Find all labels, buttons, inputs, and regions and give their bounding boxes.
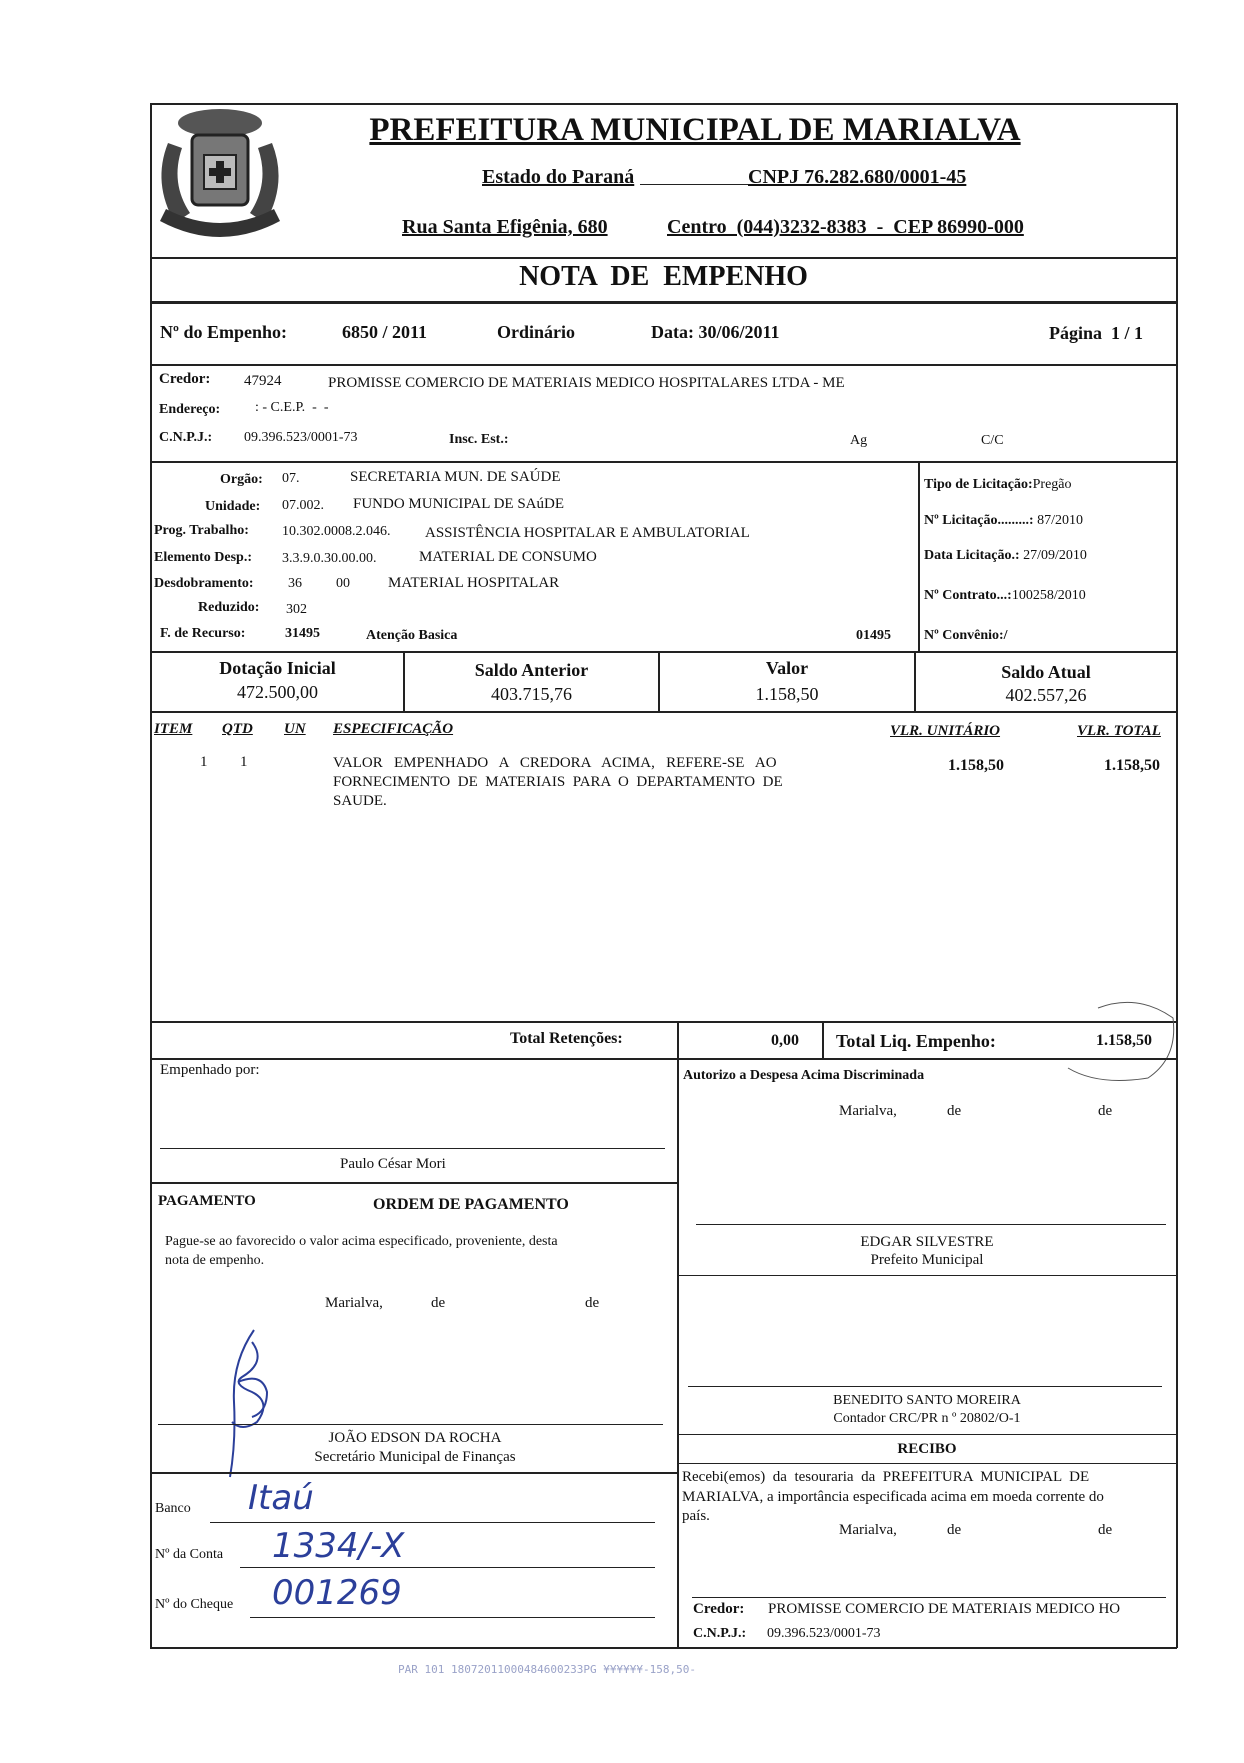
pagamento-de2: de — [585, 1295, 600, 1311]
recibo-cnpj-value: 09.396.523/0001-73 — [767, 1626, 881, 1641]
fonte-name: Atenção Basica — [366, 628, 458, 643]
hand-circle — [1058, 998, 1178, 1093]
prog-code: 10.302.0008.2.046. — [282, 524, 391, 539]
header-address-rest: Centro (044)3232-8383 - CEP 86990-000 — [667, 216, 1024, 238]
endereco-label: Endereço: — [159, 402, 221, 417]
prefeito-role: Prefeito Municipal — [870, 1252, 984, 1268]
elemento-code: 3.3.9.0.30.00.00. — [282, 551, 377, 566]
col-espec: ESPECIFICAÇÃO — [333, 721, 454, 737]
empenho-date: Data: 30/06/2011 — [651, 322, 780, 342]
dotacao-value: 472.500,00 — [237, 682, 318, 702]
fonte-label: F. de Recurso: — [160, 626, 246, 641]
header-state: Estado do Paraná — [482, 166, 635, 188]
reduzido-code: 302 — [286, 602, 307, 617]
prefeito-name: EDGAR SILVESTRE — [860, 1234, 994, 1250]
total-retencoes-value: 0,00 — [771, 1032, 799, 1049]
col-vlr-total: VLR. TOTAL — [1077, 723, 1161, 739]
autorizo-de1: de — [947, 1103, 962, 1119]
item-desc-line2: FORNECIMENTO DE MATERIAIS PARA O DEPARTAMENTO DE — [333, 774, 783, 790]
banco-handwritten: Itaú — [248, 1478, 314, 1518]
empenhado-label: Empenhado por: — [160, 1062, 260, 1078]
unidade-label: Unidade: — [205, 499, 261, 514]
recibo-line1: Recebi(emos) da tesouraria da PREFEITURA MUNICIPAL DE — [682, 1469, 1090, 1485]
pagamento-text1: Pague-se ao favorecido o valor acima especificado, proveniente, desta — [165, 1234, 558, 1249]
header-cnpj: CNPJ 76.282.680/0001-45 — [748, 166, 967, 188]
saldo-anterior-label: Saldo Anterior — [474, 660, 589, 680]
autorizo-label: Autorizo a Despesa Acima Discriminada — [683, 1068, 925, 1083]
desdobramento-sub: 00 — [336, 576, 350, 591]
pagamento-text2: nota de empenho. — [165, 1253, 265, 1268]
elemento-name: MATERIAL DE CONSUMO — [419, 549, 597, 565]
unidade-name: FUNDO MUNICIPAL DE SAúDE — [353, 496, 564, 512]
col-un: UN — [284, 721, 306, 737]
insc-label: Insc. Est.: — [449, 432, 509, 447]
empenhado-name: Paulo César Mori — [340, 1156, 446, 1172]
header-title: PREFEITURA MUNICIPAL DE MARIALVA — [369, 112, 1021, 148]
fonte-code: 31495 — [285, 626, 320, 641]
footer-stamp: PAR 101 18072011000484600233PG ¥¥¥¥¥¥-158,50- — [398, 1663, 697, 1676]
convenio: Nº Convênio:/ — [924, 628, 1008, 643]
contrato: Nº Contrato...:100258/2010 — [924, 588, 1086, 603]
credor-name: PROMISSE COMERCIO DE MATERIAIS MEDICO HOSPITALARES LTDA - ME — [328, 375, 845, 391]
item-desc-line3: SAUDE. — [333, 793, 387, 809]
item-qtd: 1 — [240, 754, 248, 770]
fonte-num: 01495 — [856, 628, 891, 643]
tipo-licitacao-label: Tipo de Licitação:Pregão — [924, 477, 1072, 492]
item-vlr-total: 1.158,50 — [1104, 757, 1160, 774]
pagamento-label: PAGAMENTO — [158, 1193, 256, 1209]
item-number: 1 — [200, 754, 208, 770]
total-liq-label: Total Liq. Empenho: — [836, 1031, 996, 1051]
recibo-city: Marialva, — [839, 1522, 897, 1538]
secretario-name: JOÃO EDSON DA ROCHA — [328, 1430, 502, 1446]
cheque-label: Nº do Cheque — [155, 1597, 234, 1612]
data-licitacao: Data Licitação.: 27/09/2010 — [924, 548, 1087, 563]
page-number: Página 1 / 1 — [1049, 323, 1144, 343]
valor-value: 1.158,50 — [755, 684, 819, 704]
col-qtd: QTD — [222, 721, 253, 737]
desdobramento-name: MATERIAL HOSPITALAR — [388, 575, 560, 591]
item-desc-line1: VALOR EMPENHADO A CREDORA ACIMA, REFERE-SE AO — [333, 755, 777, 771]
empenho-number: 6850 / 2011 — [342, 322, 428, 342]
recibo-de1: de — [947, 1522, 962, 1538]
empenho-type: Ordinário — [497, 322, 576, 342]
recibo-credor-label: Credor: — [693, 1601, 745, 1617]
prog-name: ASSISTÊNCIA HOSPITALAR E AMBULATORIAL — [425, 525, 750, 541]
ordem-pagamento: ORDEM DE PAGAMENTO — [373, 1196, 569, 1213]
pagamento-de1: de — [431, 1295, 446, 1311]
total-retencoes-label: Total Retenções: — [510, 1030, 623, 1047]
dotacao-label: Dotação Inicial — [219, 658, 336, 678]
endereco-value: : - C.E.P. - - — [255, 400, 329, 415]
col-item: ITEM — [154, 721, 193, 737]
saldo-atual-value: 402.557,26 — [1005, 685, 1087, 705]
orgao-name: SECRETARIA MUN. DE SAÚDE — [350, 469, 561, 485]
num-licitacao: Nº Licitação.........: 87/2010 — [924, 513, 1083, 528]
credor-code: 47924 — [244, 373, 282, 389]
recibo-cnpj-label: C.N.P.J.: — [693, 1626, 747, 1641]
saldo-atual-label: Saldo Atual — [1001, 662, 1091, 682]
elemento-label: Elemento Desp.: — [154, 550, 252, 565]
orgao-label: Orgão: — [220, 472, 263, 487]
total-liq-value: 1.158,50 — [1096, 1032, 1152, 1049]
pagamento-city: Marialva, — [325, 1295, 383, 1311]
credor-label: Credor: — [159, 371, 211, 387]
cnpj-label: C.N.P.J.: — [159, 430, 213, 445]
conta-handwritten: 1334/-X — [272, 1526, 405, 1566]
conta-label: Nº da Conta — [155, 1547, 224, 1562]
prog-label: Prog. Trabalho: — [154, 523, 249, 538]
autorizo-city: Marialva, — [839, 1103, 897, 1119]
reduzido-label: Reduzido: — [198, 600, 260, 615]
desdobramento-code: 36 — [288, 576, 302, 591]
cheque-handwritten: 001269 — [272, 1573, 402, 1613]
cc-label: C/C — [981, 433, 1004, 448]
coat-of-arms — [150, 103, 290, 253]
unidade-code: 07.002. — [282, 498, 324, 513]
empenho-label: Nº do Empenho: — [160, 322, 287, 342]
recibo-line2: MARIALVA, a importância especificada acima em moeda corrente do — [682, 1489, 1104, 1505]
col-vlr-unit: VLR. UNITÁRIO — [890, 723, 1001, 739]
saldo-anterior-value: 403.715,76 — [491, 684, 572, 704]
desdobramento-label: Desdobramento: — [154, 576, 254, 591]
cnpj-value: 09.396.523/0001-73 — [244, 430, 358, 445]
document-title: NOTA DE EMPENHO — [519, 261, 808, 292]
autorizo-de2: de — [1098, 1103, 1113, 1119]
item-vlr-unit: 1.158,50 — [948, 757, 1004, 774]
contador-name: BENEDITO SANTO MOREIRA — [833, 1393, 1021, 1408]
secretario-role: Secretário Municipal de Finanças — [314, 1449, 516, 1465]
orgao-code: 07. — [282, 471, 300, 486]
recibo-credor-value: PROMISSE COMERCIO DE MATERIAIS MEDICO HO — [768, 1601, 1121, 1617]
contador-role: Contador CRC/PR n º 20802/O-1 — [833, 1411, 1021, 1426]
recibo-title: RECIBO — [897, 1441, 957, 1457]
ag-label: Ag — [850, 433, 868, 448]
recibo-de2: de — [1098, 1522, 1113, 1538]
recibo-line3: país. — [682, 1508, 710, 1524]
banco-label: Banco — [155, 1501, 191, 1516]
header-address: Rua Santa Efigênia, 680 — [402, 216, 608, 238]
valor-label: Valor — [765, 658, 809, 678]
